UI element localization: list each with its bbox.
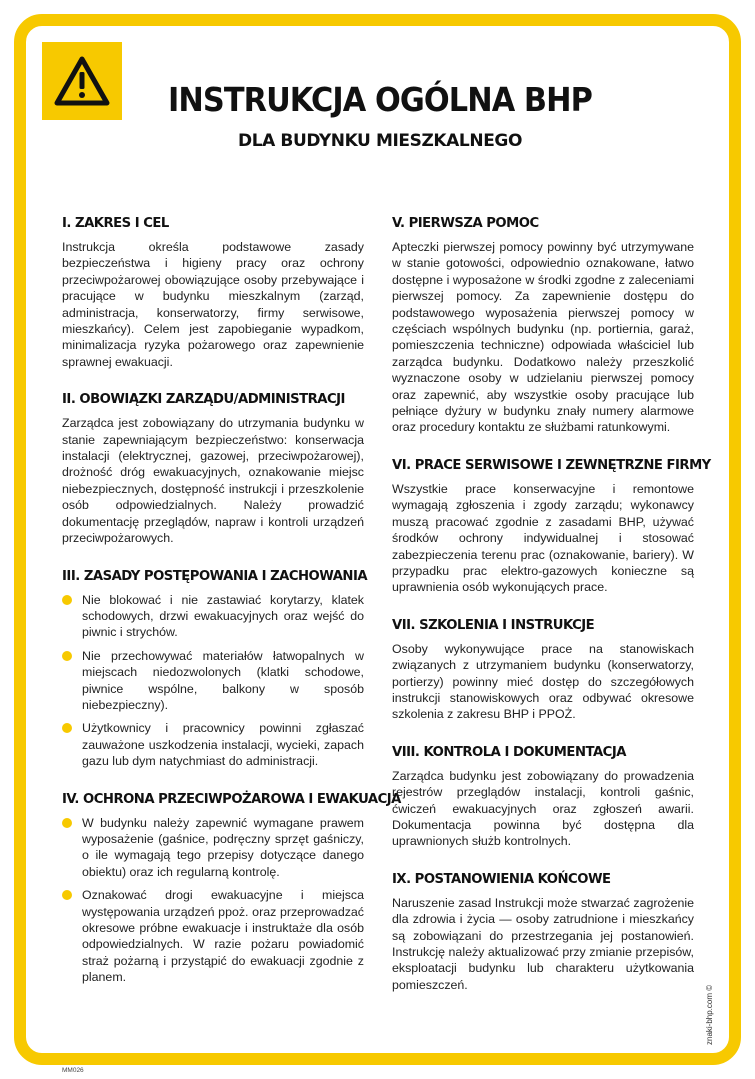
section-text: Instrukcja określa podstawowe zasady bezpieczeństwa i higieny pracy oraz ochrony przeciwpożarowej obowiązujące osoby przebywające i pracujące w budynku mieszkalnym (zarząd, administracja, konserwatorzy, firmy serwisowe, mieszkańcy). Celem jest zapobieganie wypadkom, minimalizacja ryzyka pożarowego oraz zapewnienie sprawnej ewakuacji. [62,240,364,369]
product-code: MM026 [62,1067,84,1074]
list-item [62,592,364,641]
section-text: Zarządca jest zobowiązany do utrzymania budynku w stanie zapewniającym bezpieczeństwo: konserwacja instalacji (elektrycznej, gazowej, przeciwpożarowej), drożność dróg ewakuacyjnych, oznakowanie miejsc niebezpiecznych, dostępność instrukcji i przeszkolenie osób odpowiedzialnych. Należy prowadzić dokumentację przeglądów, napraw i kontroli urządzeń przeciwpożarowych. [62,416,364,546]
list-item-text: Nie blokować i nie zastawiać korytarzy, klatek schodowych, drzwi ewakuacyjnych oraz wejść do piwnic i strychów. [82,592,364,640]
bullet-dot-icon [62,595,72,605]
section-scope [62,216,364,370]
section-first-aid [392,216,694,436]
bullet-list [62,592,364,770]
section-text: Apteczki pierwszej pomocy powinny być utrzymywane w stanie gotowości, odpowiednio oznakowane, łatwo dostępne i wyposażone w środki zgodne z zaleceniami pierwszej pomocy. Za zapewnienie dostępu do podstawowego wyposażenia pierwszej pomocy w częściach wspólnych budynku (np. portiernia, garaż, pomieszczenia techniczne) odpowiada właściciel lub zarządca budynku. Dodatkowo należy przeszkolić wyznaczone osoby w udzielaniu pierwszej pomocy oraz zapewnić, aby wszystkie osoby pracujące lub pełniące dyżury w budynku znały numery alarmowe oraz procedury kontaktu ze służbami ratunkowymi. [392,240,694,435]
list-item-text: Oznakować drogi ewakuacyjne i miejsca występowania urządzeń ppoż. oraz przeprowadzać okresowe próbne ewakuacje i instruktaże dla osób odpowiedzialnych. W razie pożaru powiadomić straż pożarną i przystąpić do ewakuacji zgodnie z planem. [82,888,364,985]
section-heading: VI. PRACE SERWISOWE I ZEWNĘTRZNE FIRMY [392,457,711,473]
section-rules-of-conduct [62,568,368,770]
section-text: Zarządca budynku jest zobowiązany do prowadzenia rejestrów przeglądów instalacji, kontroli gaśnic, ćwiczeń ewakuacyjnych oraz zgłoszeń awarii. Dokumentacja powinna być dostępna dla uprawnionych służb kontrolnych. [392,768,694,849]
list-item [62,815,364,881]
page-subtitle: DLA BUDYNKU MIESZKALNEGO [237,131,523,151]
list-item [62,648,364,714]
bullet-dot-icon [62,890,72,900]
list-item-text: Użytkownicy i pracownicy powinni zgłaszać zauważone uszkodzenia instalacji, wycieki, zapach gazu lub dym natychmiast do administracji. [82,721,364,769]
section-heading: VIII. KONTROLA I DOKUMENTACJA [392,744,626,760]
section-text: Naruszenie zasad Instrukcji może stwarzać zagrożenie dla zdrowia i życia — osoby zatrudnione i mieszkańcy są zobowiązani do przestrzegania jej postanowień. Instrukcję należy aktualizować przy zmianie przepisów, eksploatacji budynku lub charakteru użytkowania pomieszczeń. [392,895,694,992]
section-heading: V. PIERWSZA POMOC [392,216,539,231]
section-heading: IV. OCHRONA PRZECIWPOŻAROWA I EWAKUACJA [62,791,401,807]
section-text: Wszystkie prace konserwacyjne i remontowe wymagają zgłoszenia i zgody zarządu; wykonawcy muszą pracować zgodnie z zasadami BHP, używać środków ochrony indywidualnej i stosować zabezpieczenia terenu prac (oznakowanie, bariery). W przypadku prac elektro-gazowych konieczne są uprawnienia osób wykonujących prace. [392,481,694,595]
bullet-dot-icon [62,818,72,828]
section-final-provisions [392,872,694,993]
section-heading: II. OBOWIĄZKI ZARZĄDU/ADMINISTRACJI [62,392,345,408]
section-heading: I. ZAKRES I CEL [62,216,169,231]
section-inspection [392,745,694,850]
list-item-text: Nie przechowywać materiałów łatwopalnych w miejscach niedozwolonych (klatki schodowe, piwnice wspólne, balkony w sposób niebezpieczny). [82,648,364,712]
list-item [62,887,364,985]
section-service-work [392,457,711,596]
copyright-note: znaki-bhp.com © [705,984,714,1045]
section-text: Osoby wykonywujące prace na stanowiskach związanych z utrzymaniem budynku (konserwatorzy, portierzy) powinny mieć dostęp do szczegółowych instrukcji stanowiskowych oraz odbywać okresowe szkolenia z zakresu BHP i PPOŻ. [392,641,694,722]
bullet-list [62,815,364,986]
warning-sign [42,42,122,120]
section-heading: III. ZASADY POSTĘPOWANIA I ZACHOWANIA [62,568,368,584]
right-column [392,216,711,1015]
bullet-dot-icon [62,723,72,733]
list-item-text: W budynku należy zapewnić wymagane prawem wyposażenie (gaśnice, podręczny sprzęt gaśniczy, o ile wymagają tego przepisy dotyczące danego obiektu) oraz ich regularną kontrolę. [82,815,364,879]
left-column [62,216,401,1008]
section-heading: IX. POSTANOWIENIA KOŃCOWE [392,871,611,887]
page-title: INSTRUKCJA OGÓLNA BHP [168,80,592,119]
section-training [392,618,694,723]
list-item [62,720,364,769]
warning-triangle-icon [53,55,111,107]
section-management-duties [62,392,364,546]
bullet-dot-icon [62,651,72,661]
section-fire-protection [62,791,401,986]
section-heading: VII. SZKOLENIA I INSTRUKCJE [392,617,595,633]
